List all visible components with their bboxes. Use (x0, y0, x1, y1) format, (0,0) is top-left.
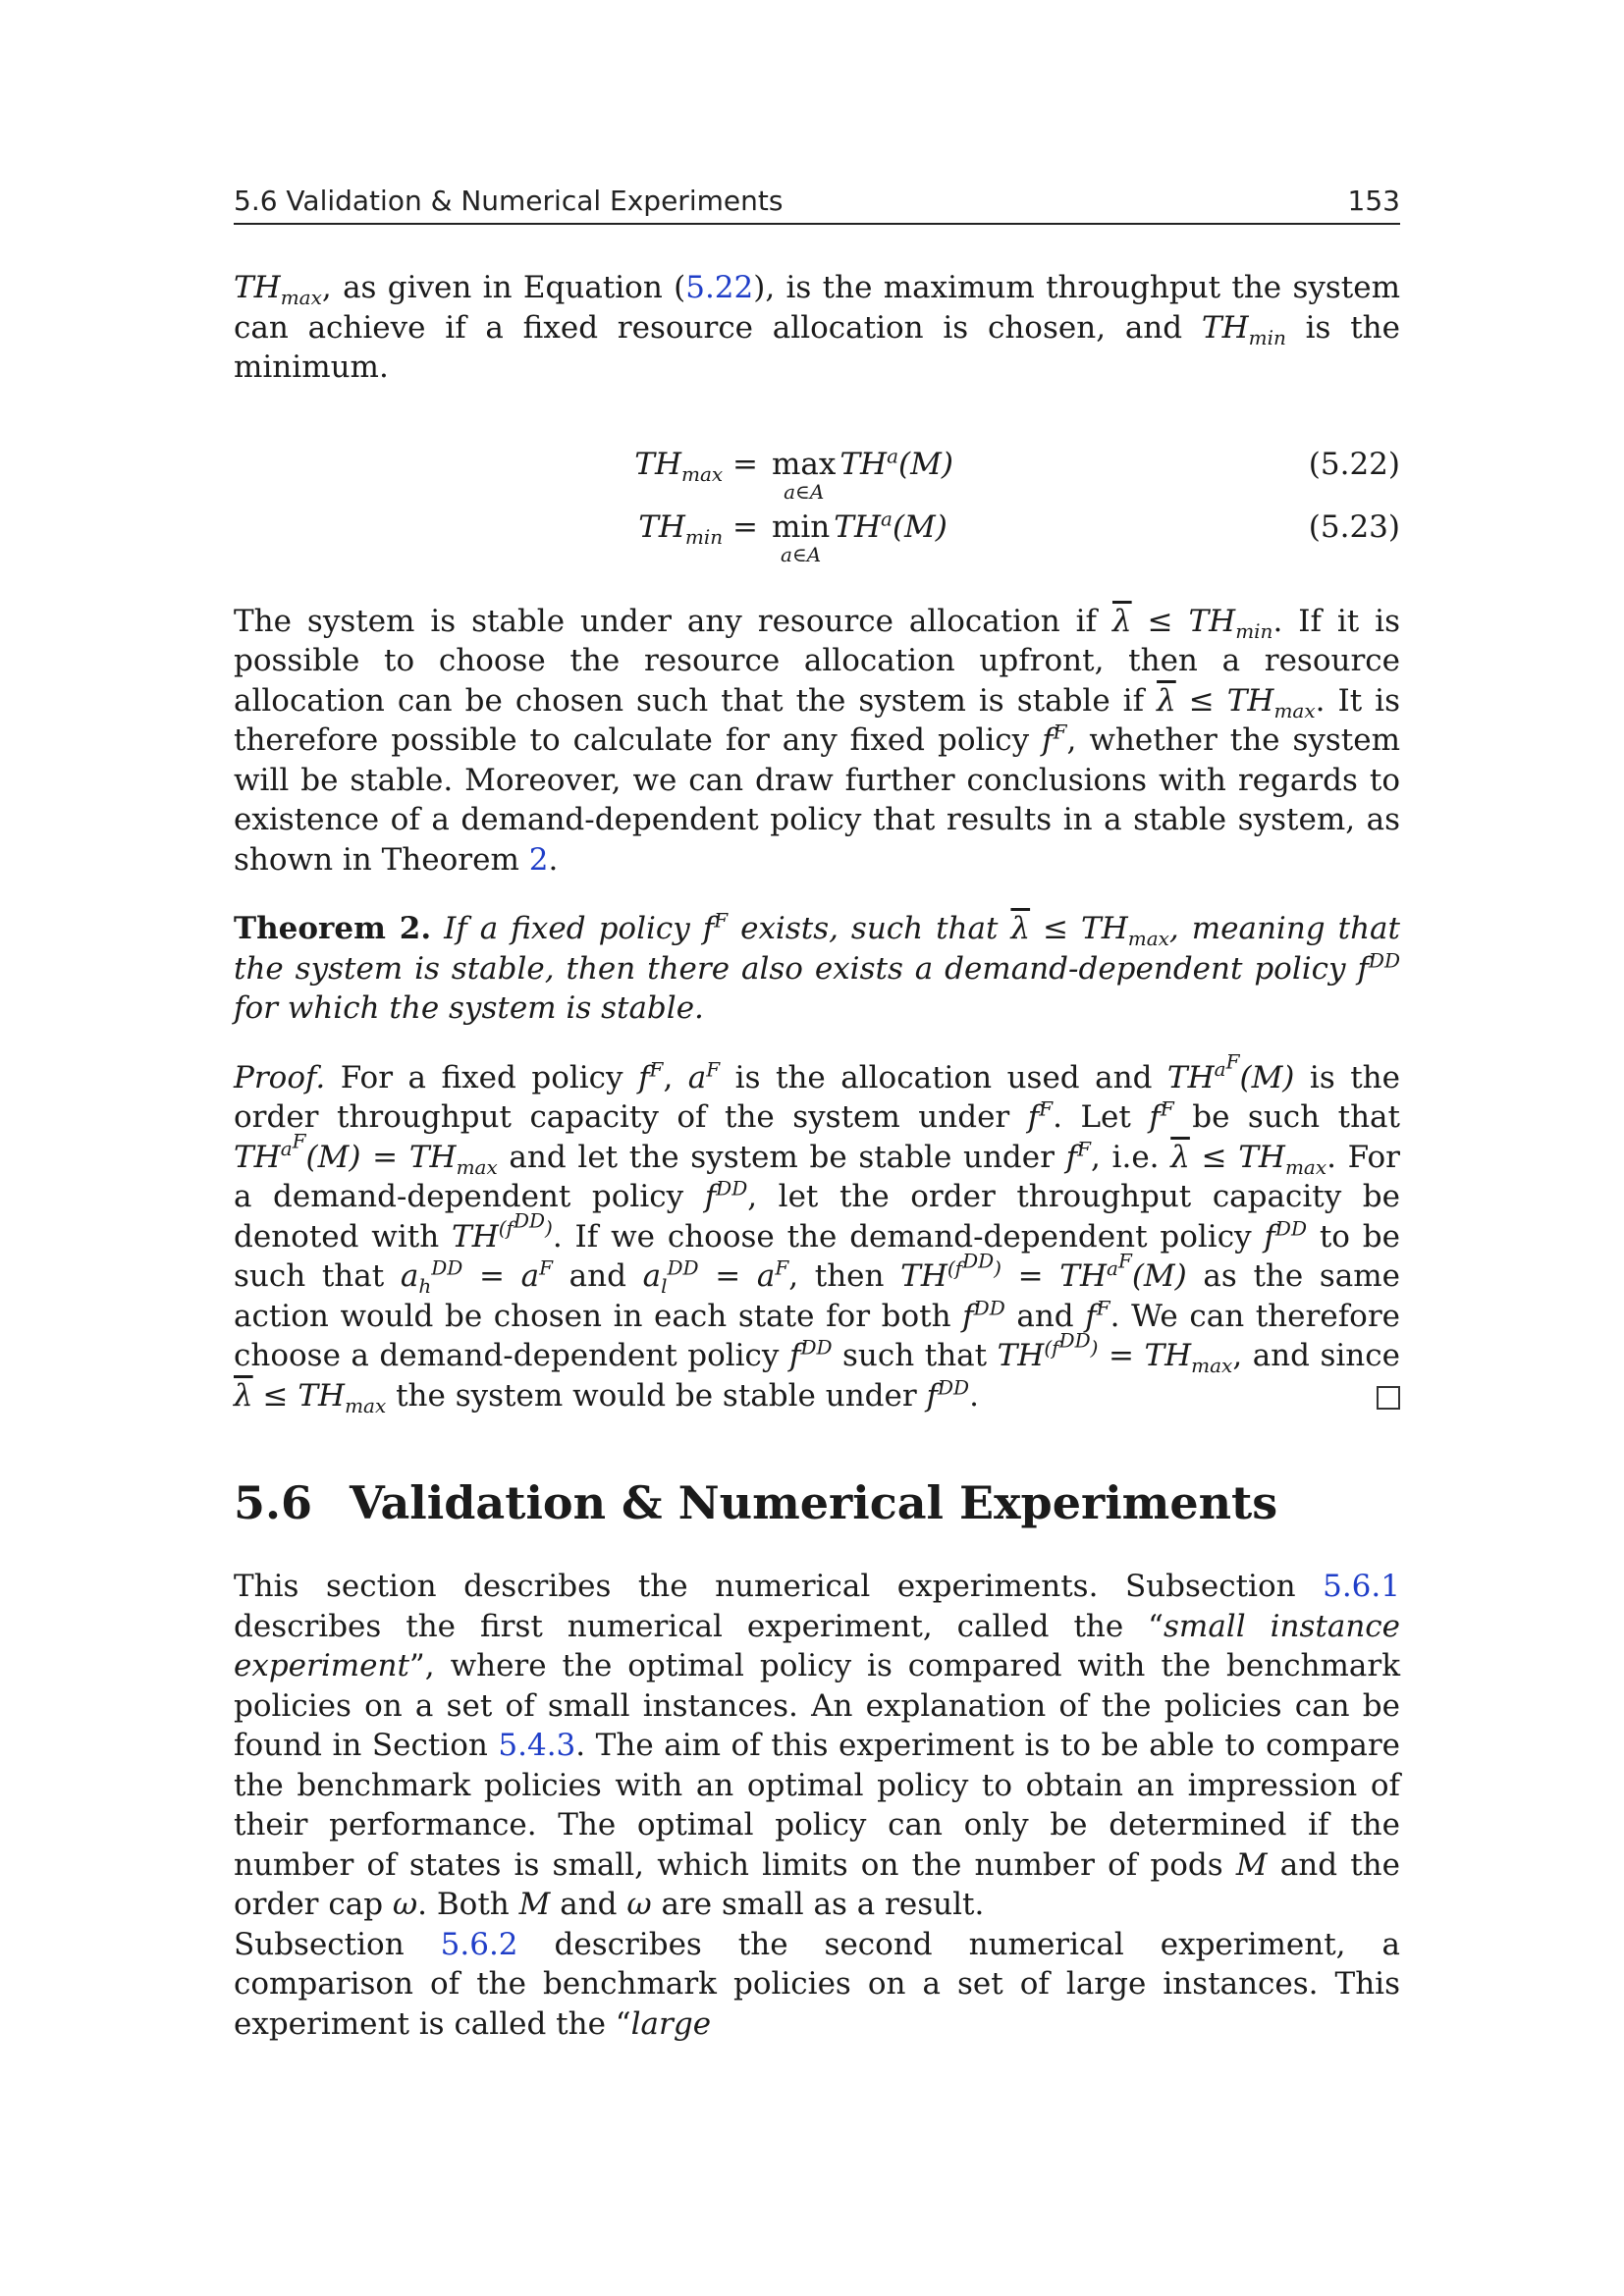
equation-5-23: $TH_{min}$ = min a∈A $TH^a(M)$ (5.23) (638, 507, 1400, 566)
proof-label: Proof. (234, 1059, 326, 1095)
header-page-number: 153 (1347, 185, 1400, 217)
theorem-2: Theorem 2. If a fixed policy $f^F$ exists, such that $\overline{\lambda} \le TH_{max}$, meaning that the system is stable, then there also exists a demand-dependent policy $f^{DD}$ for which the system is stable. (234, 908, 1400, 1026)
qed-square-icon (1377, 1386, 1400, 1410)
theorem-label: Theorem 2. (234, 911, 432, 946)
section-title: Validation & Numerical Experiments (350, 1476, 1278, 1529)
equation-ref-5-22[interactable]: 5.22 (685, 270, 754, 305)
paragraph-second-experiment: Subsection 5.6.2 describes the second numerical experiment, a comparison of the benchmark policies on a set of large instances. This experiment is called the “large (234, 1926, 1400, 2042)
section-heading (234, 1476, 1400, 1529)
section-number: 5.6 (234, 1476, 313, 1529)
document-page (234, 185, 1400, 2044)
equation-5-22: $TH_{max}$ = max a∈A $TH^a(M)$ (5.22) (634, 444, 1400, 504)
theorem-ref-2[interactable]: 2 (528, 841, 549, 878)
equation-number: (5.22) (1308, 446, 1400, 482)
header-section-title: 5.6 Validation & Numerical Experiments (234, 185, 784, 217)
paragraph-stability: The system is stable under any resource allocation if $\overline{\lambda} \le TH_{min}$. If it is possible to choose the resource allocation upfront, then a resource allocation can be chosen such that the system is stable if $\overline{\lambda} \le TH_{max}$. It is therefore possible to calculate for any fixed policy $f^F$, whether the system will be stable. Moreover, we can draw further conclusions with regards to existence of a demand-dependent policy that results in a stable system, as shown in Theorem 2. (234, 603, 1401, 878)
section-ref-5-4-3[interactable]: 5.4.3 (498, 1728, 576, 1763)
subsection-ref-5-6-1[interactable]: 5.6.1 (1323, 1569, 1400, 1604)
subsection-ref-5-6-2[interactable]: 5.6.2 (440, 1926, 518, 1962)
paragraph-throughput-definition: $TH_{max}$, as given in Equation (5.22), is the maximum throughput the system can achieve if a fixed resource allocation is chosen, and $TH_{min}$ is the minimum. (234, 270, 1400, 385)
equation-number: (5.23) (1308, 508, 1400, 545)
equation-block (234, 444, 1400, 572)
paragraph-section-intro: This section describes the numerical experiments. Subsection 5.6.1 describes the first numerical experiment, called the “small instance experiment”, where the optimal policy is compared with the benchmark policies on a set of small instances. An explanation of the policies can be found in Section 5.4.3. The aim of this experiment is to be able to compare the benchmark policies with an optimal policy to obtain an impression of their performance. The optimal policy can only be determined if the number of states is small, which limits on the number of pods M and the order cap ω. Both M and ω are small as a result. (234, 1569, 1400, 1922)
proof-block: Proof. For a fixed policy $f^F$, $a^F$ is the allocation used and $TH^{a^F}(M)$ is the order throughput capacity of the system under $f^F$. Let $f^F$ be such that $TH^{a^F}(M) = TH_{max}$ and let the system be stable under $f^F$, i.e. $\overline{\lambda} \le TH_{max}$. For a demand-dependent policy $f^{DD}$, let the order throughput capacity be denoted with $TH^{(f^{DD})}$. If we choose the demand-dependent policy $f^{DD}$ to be such that $a_h^{DD} = a^F$ and $a_l^{DD} = a^F$, then $TH^{(f^{DD})} = TH^{a^F}(M)$ as the same action would be chosen in each state for both $f^{DD}$ and $f^F$. We can therefore choose a demand-dependent policy $f^{DD}$ such that $TH^{(f^{DD})} = TH_{max}$, and since $\overline{\lambda} \le TH_{max}$ the system would be stable under $f^{DD}$. (234, 1049, 1401, 1417)
running-header (234, 185, 1400, 225)
